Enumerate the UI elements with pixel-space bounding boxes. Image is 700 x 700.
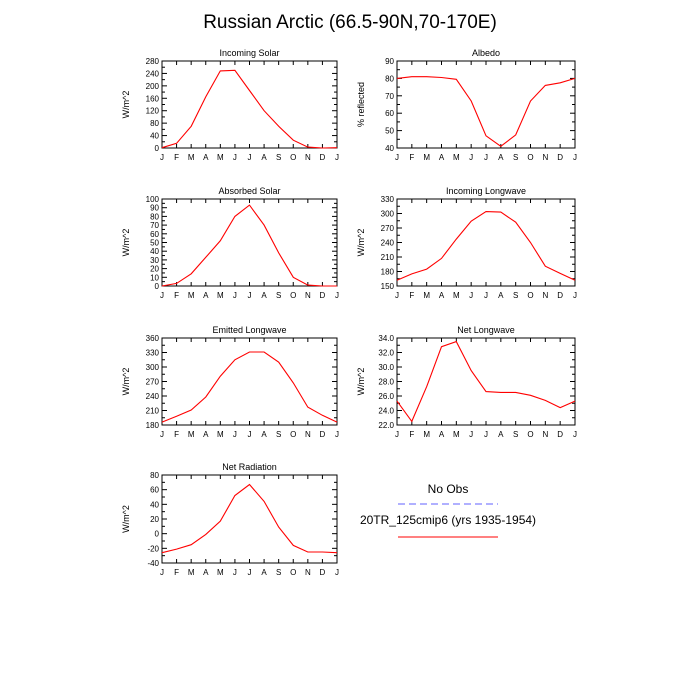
y-tick-label: 40 xyxy=(150,247,159,257)
y-tick-label: 90 xyxy=(385,57,394,66)
x-tick-label: M xyxy=(423,430,431,439)
x-tick-label: J xyxy=(232,568,237,577)
x-tick-label: D xyxy=(319,291,326,300)
x-tick-label: F xyxy=(409,291,415,300)
plot-frame xyxy=(162,338,337,425)
panel-incoming-solar xyxy=(121,48,339,162)
panel-title: Absorbed Solar xyxy=(218,186,281,196)
y-tick-label: 60 xyxy=(385,109,394,119)
x-tick-label: J xyxy=(160,568,164,577)
y-tick-label: 60 xyxy=(150,229,159,239)
panel-title: Net Longwave xyxy=(457,325,515,335)
y-tick-label: 30 xyxy=(150,255,159,265)
y-tick-label: 0 xyxy=(154,144,159,153)
x-tick-label: J xyxy=(395,430,399,439)
x-tick-label: D xyxy=(557,153,564,162)
y-tick-label: 330 xyxy=(380,195,394,204)
series-line-emitted-longwave xyxy=(162,352,337,422)
x-tick-label: A xyxy=(438,291,445,300)
panel-net-longwave xyxy=(356,325,577,439)
series-line-absorbed-solar xyxy=(162,205,337,286)
y-tick-label: 210 xyxy=(380,253,394,262)
y-tick-label: 20 xyxy=(150,515,159,524)
y-tick-label: 100 xyxy=(145,195,159,204)
series-line-incoming-longwave xyxy=(397,212,575,281)
x-tick-label: M xyxy=(187,153,195,162)
y-tick-label: 80 xyxy=(150,119,159,129)
y-tick-label: -20 xyxy=(147,544,159,554)
x-tick-label: J xyxy=(395,153,399,162)
y-axis-label: W/m^2 xyxy=(121,505,131,533)
y-tick-label: 26.0 xyxy=(378,392,394,401)
y-tick-label: 60 xyxy=(150,485,159,495)
x-tick-label: F xyxy=(174,291,180,300)
panel-title: Albedo xyxy=(471,48,501,58)
x-tick-label: F xyxy=(174,568,180,577)
y-tick-label: 40 xyxy=(150,131,159,141)
x-tick-label: J xyxy=(573,430,577,439)
y-tick-label: -40 xyxy=(147,559,159,568)
y-axis-label: W/m^2 xyxy=(356,367,366,396)
y-tick-label: 50 xyxy=(150,238,159,248)
x-tick-label: O xyxy=(290,568,297,577)
y-tick-label: 24.0 xyxy=(378,406,394,416)
x-tick-label: J xyxy=(247,430,252,439)
y-tick-label: 80 xyxy=(150,471,159,480)
y-axis-label: W/m^2 xyxy=(121,367,131,396)
x-tick-label: M xyxy=(216,568,224,577)
x-tick-label: M xyxy=(452,430,460,439)
y-tick-label: 70 xyxy=(385,91,394,101)
x-tick-label: O xyxy=(527,430,534,439)
y-axis-label: % reflected xyxy=(356,81,366,128)
y-tick-label: 240 xyxy=(380,238,394,248)
x-tick-label: A xyxy=(203,430,209,439)
x-tick-label: O xyxy=(290,291,297,300)
panel-emitted-longwave xyxy=(121,325,339,439)
y-tick-label: 240 xyxy=(145,69,159,79)
series-line-incoming-solar xyxy=(162,70,337,148)
panel-title: Emitted Longwave xyxy=(212,325,287,335)
x-tick-label: O xyxy=(290,153,297,162)
y-tick-label: 150 xyxy=(380,282,394,291)
y-tick-label: 300 xyxy=(145,363,159,372)
y-axis-label: W/m^2 xyxy=(356,228,366,257)
x-tick-label: D xyxy=(557,430,564,439)
y-tick-label: 240 xyxy=(145,392,159,401)
x-tick-label: M xyxy=(423,153,431,162)
x-tick-label: A xyxy=(203,153,209,162)
x-tick-label: J xyxy=(335,291,339,300)
x-tick-label: S xyxy=(512,291,519,300)
y-tick-label: 180 xyxy=(380,267,394,277)
x-tick-label: M xyxy=(187,568,195,577)
y-tick-label: 10 xyxy=(150,273,159,283)
x-tick-label: A xyxy=(261,291,267,300)
x-tick-label: A xyxy=(498,291,504,300)
y-tick-label: 180 xyxy=(145,421,159,430)
y-tick-label: 0 xyxy=(154,529,159,539)
panel-albedo xyxy=(356,48,577,162)
x-tick-label: N xyxy=(304,568,311,577)
x-tick-label: J xyxy=(484,291,488,300)
y-tick-label: 20 xyxy=(150,264,159,274)
figure-title: Russian Arctic (66.5-90N,70-170E) xyxy=(203,12,497,33)
plot-frame xyxy=(162,475,337,563)
x-tick-label: J xyxy=(335,568,339,577)
x-tick-label: J xyxy=(395,291,399,300)
x-tick-label: J xyxy=(469,291,474,300)
y-tick-label: 270 xyxy=(145,377,159,387)
x-tick-label: J xyxy=(335,430,339,439)
x-tick-label: M xyxy=(216,153,224,162)
x-tick-label: J xyxy=(232,153,237,162)
x-tick-label: N xyxy=(304,291,311,300)
y-tick-label: 28.0 xyxy=(378,377,394,387)
x-tick-label: A xyxy=(498,153,504,162)
x-tick-label: J xyxy=(335,153,339,162)
plot-frame xyxy=(162,61,337,148)
x-tick-label: J xyxy=(469,430,474,439)
y-tick-label: 50 xyxy=(385,126,394,136)
x-tick-label: A xyxy=(498,430,504,439)
panel-incoming-longwave xyxy=(356,186,577,300)
y-tick-label: 40 xyxy=(385,144,394,153)
y-tick-label: 360 xyxy=(145,334,159,343)
x-tick-label: O xyxy=(290,430,297,439)
x-tick-label: D xyxy=(557,291,564,300)
series-line-net-longwave xyxy=(397,342,575,422)
x-tick-label: J xyxy=(232,291,237,300)
x-tick-label: F xyxy=(409,153,415,162)
x-tick-label: N xyxy=(542,153,549,162)
x-tick-label: N xyxy=(542,291,549,300)
x-tick-label: J xyxy=(247,291,252,300)
y-tick-label: 90 xyxy=(150,203,159,213)
x-tick-label: J xyxy=(160,291,164,300)
series-line-net-radiation xyxy=(162,485,337,553)
y-tick-label: 80 xyxy=(150,212,159,222)
y-tick-label: 330 xyxy=(145,348,159,358)
panel-absorbed-solar xyxy=(121,186,339,300)
y-tick-label: 120 xyxy=(145,106,159,116)
x-tick-label: D xyxy=(319,153,326,162)
x-tick-label: M xyxy=(423,291,431,300)
x-tick-label: A xyxy=(261,568,267,577)
legend-model-label: 20TR_125cmip6 (yrs 1935-1954) xyxy=(359,513,537,527)
x-tick-label: S xyxy=(275,568,282,577)
panel-title: Net Radiation xyxy=(222,462,277,472)
legend-no-obs-label: No Obs xyxy=(427,482,469,496)
plot-frame xyxy=(162,199,337,286)
x-tick-label: J xyxy=(469,153,474,162)
x-tick-label: N xyxy=(542,430,549,439)
y-tick-label: 270 xyxy=(380,224,394,233)
x-tick-label: J xyxy=(247,153,252,162)
x-tick-label: N xyxy=(304,153,311,162)
x-tick-label: F xyxy=(174,153,180,162)
y-tick-label: 80 xyxy=(385,74,394,84)
x-tick-label: A xyxy=(438,430,445,439)
y-tick-label: 22.0 xyxy=(378,421,394,430)
x-tick-label: S xyxy=(275,430,282,439)
x-tick-label: N xyxy=(304,430,311,439)
x-tick-label: O xyxy=(527,291,534,300)
x-tick-label: J xyxy=(160,153,164,162)
x-tick-label: J xyxy=(573,291,577,300)
x-tick-label: M xyxy=(452,153,460,162)
y-tick-label: 70 xyxy=(150,221,159,231)
y-tick-label: 160 xyxy=(145,94,159,104)
x-tick-label: J xyxy=(484,430,488,439)
x-tick-label: F xyxy=(174,430,180,439)
y-tick-label: 300 xyxy=(380,209,394,219)
series-line-albedo xyxy=(397,77,575,147)
x-tick-label: M xyxy=(216,430,224,439)
x-tick-label: M xyxy=(452,291,460,300)
x-tick-label: J xyxy=(247,568,252,577)
x-tick-label: S xyxy=(275,291,282,300)
y-tick-label: 0 xyxy=(154,282,159,291)
y-tick-label: 40 xyxy=(150,500,159,510)
y-tick-label: 32.0 xyxy=(378,348,394,358)
x-tick-label: A xyxy=(261,430,267,439)
y-tick-label: 30.0 xyxy=(378,363,394,372)
x-tick-label: A xyxy=(203,568,209,577)
legend xyxy=(360,482,536,537)
x-tick-label: S xyxy=(512,153,519,162)
x-tick-label: D xyxy=(319,430,326,439)
panel-title: Incoming Longwave xyxy=(445,186,527,196)
plot-frame xyxy=(397,338,575,425)
x-tick-label: D xyxy=(319,568,326,577)
x-tick-label: A xyxy=(438,153,445,162)
x-tick-label: M xyxy=(216,291,224,300)
x-tick-label: O xyxy=(527,153,534,162)
y-tick-label: 210 xyxy=(145,406,159,416)
x-tick-label: F xyxy=(409,430,415,439)
x-tick-label: J xyxy=(484,153,488,162)
x-tick-label: S xyxy=(275,153,282,162)
y-tick-label: 280 xyxy=(145,57,159,66)
x-tick-label: M xyxy=(187,430,195,439)
panel-title: Incoming Solar xyxy=(219,48,280,58)
y-axis-label: W/m^2 xyxy=(121,90,131,119)
panel-net-radiation xyxy=(121,462,339,577)
x-tick-label: S xyxy=(512,430,519,439)
x-tick-label: A xyxy=(203,291,209,300)
x-tick-label: J xyxy=(573,153,577,162)
y-tick-label: 34.0 xyxy=(378,334,394,343)
x-tick-label: A xyxy=(261,153,267,162)
x-tick-label: J xyxy=(160,430,164,439)
x-tick-label: J xyxy=(232,430,237,439)
y-axis-label: W/m^2 xyxy=(121,228,131,257)
y-tick-label: 200 xyxy=(145,81,159,91)
x-tick-label: M xyxy=(187,291,195,300)
